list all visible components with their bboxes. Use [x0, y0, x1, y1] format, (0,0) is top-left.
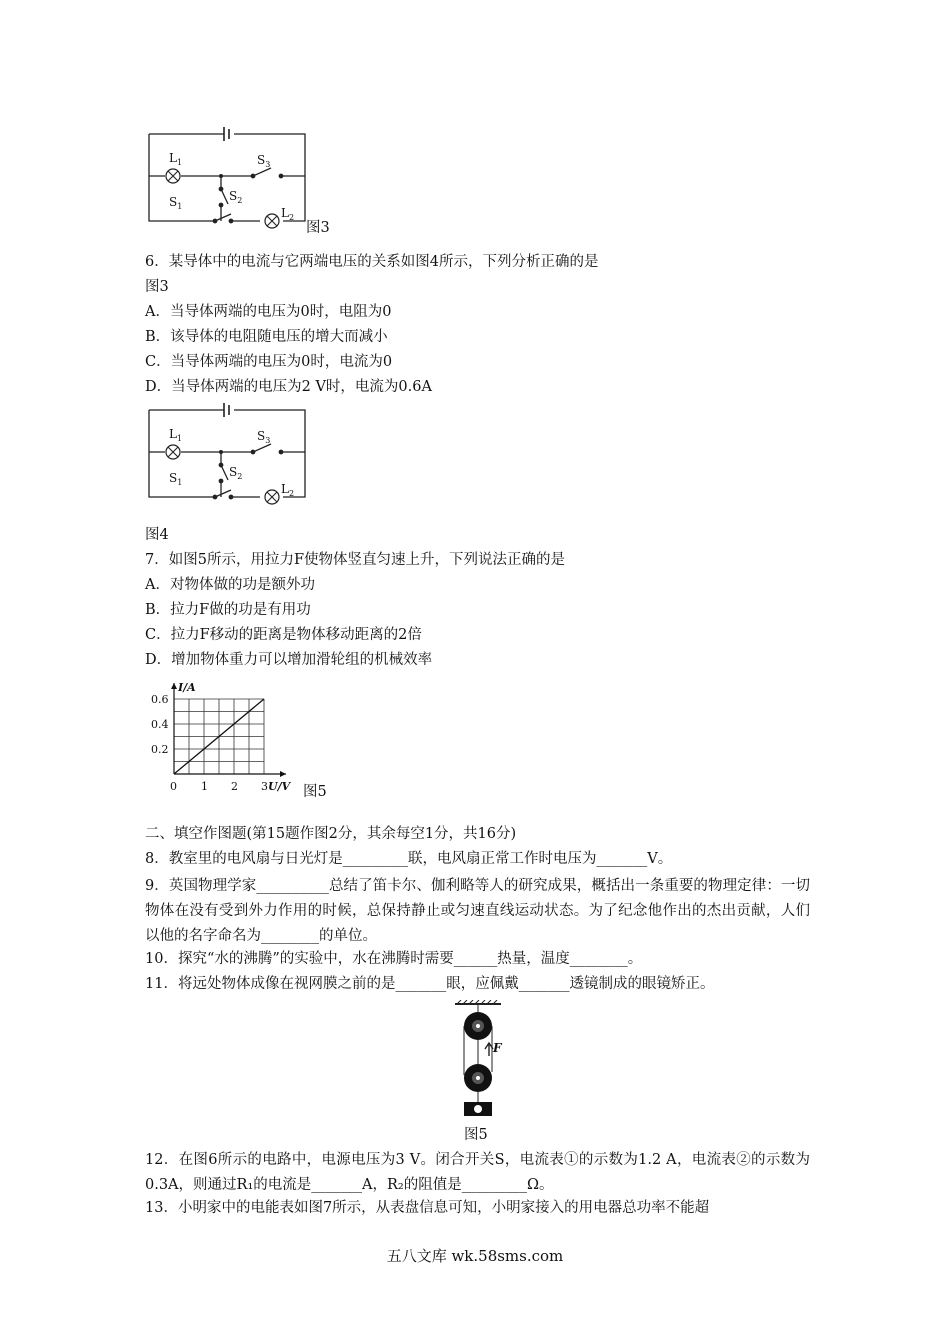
q9-text: 9．英国物理学家__________总结了笛卡尔、伽利略等人的研究成果，概括出一条重要的物理定律：一切物体在没有受到外力作用的时候，总保持静止或匀速直线运动状态。为了纪念他作出的杰出贡献，人们以他的名字命名为________的单位。	[145, 878, 810, 944]
q13-text: 13．小明家中的电能表如图7所示，从表盘信息可知，小明家接入的用电器总功率不能超	[145, 1200, 710, 1216]
svg-text:L1: $L_1$	[169, 427, 183, 443]
fig3-caption: 图3	[306, 220, 330, 236]
chart-labels	[151, 681, 292, 793]
label-s2: $S_2$	[229, 189, 243, 205]
q7-option-c: C．拉力F移动的距离是物体移动距离的2倍	[145, 627, 422, 643]
chart-caption: 图5	[303, 784, 327, 800]
pulley-diagram	[445, 1000, 510, 1120]
q7-stem: 7．如图5所示，用拉力F使物体竖直匀速上升，下列说法正确的是	[145, 552, 566, 568]
q6-option-b: B．该导体的电阻随电压的增大而减小	[145, 329, 388, 345]
svg-text:S1: $S_1$	[169, 471, 183, 487]
q12-text: 12．在图6所示的电路中，电源电压为3 V。闭合开关S，电流表①的示数为1.2 A，电流表②的示数为0.3A，则通过R₁的电流是_______A，R₂的阻值是_________Ω。	[145, 1152, 810, 1193]
x-axis-arrow-icon	[280, 771, 286, 777]
label-l1: $L_1$	[169, 151, 183, 167]
y-axis-arrow-icon	[171, 683, 177, 689]
switch-s2-blade	[221, 189, 228, 204]
x-tick-label: 0	[170, 780, 177, 793]
circuit-diagram-fig3	[145, 124, 310, 229]
svg-text:L2: $L_2$	[281, 482, 295, 498]
y-tick-label: 0.4	[151, 718, 169, 731]
circuit-diagram-fig4	[145, 400, 310, 505]
switch-s1-blade	[215, 214, 231, 221]
q7-option-a: A．对物体做的功是额外功	[145, 577, 315, 593]
q10-text: 10．探究“水的沸腾”的实验中，水在沸腾时需要______热量，温度________。	[145, 951, 643, 967]
x-tick-label: 1	[201, 780, 208, 793]
q6-stem: 6．某导体中的电流与它两端电压的关系如图4所示，下列分析正确的是	[145, 254, 599, 270]
iu-chart	[145, 672, 305, 797]
y-tick-label: 0.2	[151, 743, 169, 756]
q6-figref: 图3	[145, 279, 169, 295]
page-footer: 五八文库 wk.58sms.com	[386, 1247, 564, 1265]
battery-symbol	[224, 127, 229, 141]
svg-text:S2: $S_2$	[229, 465, 243, 481]
section2-heading: 二、填空作图题(第15题作图2分，其余每空1分，共16分)	[145, 826, 517, 842]
svg-text:S3: $S_3$	[257, 429, 271, 445]
y-tick-label: 0.6	[151, 693, 169, 706]
fig4-caption: 图4	[145, 527, 169, 543]
force-label: F	[493, 1041, 502, 1055]
pulley-caption: 图5	[464, 1127, 488, 1143]
q11-text: 11．将远处物体成像在视网膜之前的是_______眼，应佩戴_______透镜制成的眼镜矫正。	[145, 976, 715, 992]
switch-s3-blade	[253, 168, 271, 176]
q8-text: 8．教室里的电风扇与日光灯是_________联，电风扇正常工作时电压为_______V。	[145, 851, 673, 867]
q7-option-d: D．增加物体重力可以增加滑轮组的机械效率	[145, 652, 433, 668]
x-tick-label: 2	[231, 780, 238, 793]
label-l2: $L_2$	[281, 206, 295, 222]
q6-option-d: D．当导体两端的电压为2 V时，电流为0.6A	[145, 379, 432, 395]
q7-option-b: B．拉力F做的功是有用功	[145, 602, 311, 618]
x-tick-label: 3	[261, 780, 268, 793]
label-s3: $S_3$	[257, 153, 271, 169]
x-axis-label: U/V	[268, 780, 291, 793]
y-axis-label: I/A	[178, 681, 196, 694]
q6-option-c: C．当导体两端的电压为0时，电流为0	[145, 354, 393, 370]
q6-option-a: A．当导体两端的电压为0时，电阻为0	[145, 304, 392, 320]
label-s1: $S_1$	[169, 195, 183, 211]
